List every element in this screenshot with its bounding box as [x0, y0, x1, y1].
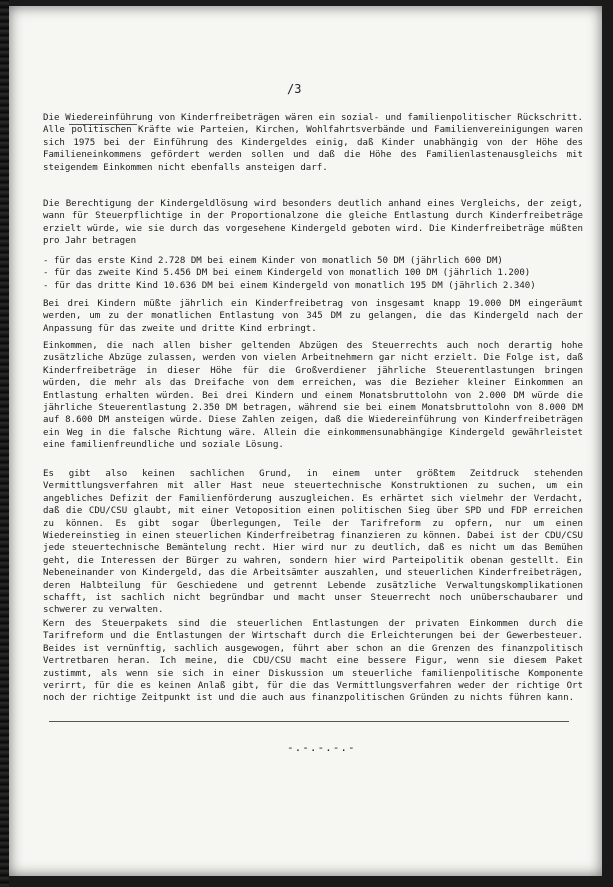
list-item: - für das zweite Kind 5.456 DM bei einem Kindergeld von monatlich 100 DM (jährlich 1.200): [43, 268, 531, 279]
paragraph-1: Die Wiedereinführung von Kinderfreibeträgen wären ein sozial- und familienpolitischer Rückschritt. Alle politischen Kräfte wie Parteien, Kirchen, Wohlfahrtsverbände und Familienvereinigungen waren sich 1975 bei der Einführung des Kindergeldes einig, daß Kinder unabhängig von der Höhe des Familieneinkommens gefördert werden sollen und daß die Höhe des Familienlastenausgleichs mit steigendem Einkommen nicht ebenfalls ansteigen darf.: [43, 113, 583, 173]
paragraph-3: Bei drei Kindern müßte jährlich ein Kinderfreibetrag von insgesamt knapp 19.000 DM eingeräumt werden, um zu der monatlichen Entlastung von 345 DM zu gelangen, die das Kindergeld nach der Anpassung für das zweite und dritte Kind erbringt.: [43, 299, 583, 334]
underline-mark: [69, 124, 137, 125]
underline-mark: [49, 721, 569, 722]
amount-list: [43, 255, 583, 292]
paragraph-6: Kern des Steuerpakets sind die steuerlichen Entlastungen der privaten Einkommen durch die Tarifreform und die Entlastungen der Wirtschaft durch die Erleichterungen bei der Gewerbesteuer. Beides ist vernünftig, sachlich ausgewogen, führt aber schon an die Grenzen des finanzpolitisch Vertretbaren heran. Ich meine, die CDU/CSU macht eine bessere Figur, wenn sie diesem Paket zustimmt, als wenn sie sich in einer Diskussion um steuerliche familienpolitische Komponente verirrt, für die es keinen Anlaß gibt, für die das Vermittlungsverfahren weder der richtige Ort noch der richtige Zeitpunkt ist und die auch aus finanzpolitischen Gründen zu nichts führen kann.: [43, 619, 583, 704]
scan-edge: [0, 0, 9, 887]
list-item: - für das dritte Kind 10.636 DM bei einem Kindergeld von monatlich 195 DM (jährlich 2.340): [43, 280, 536, 291]
paragraph-4: Einkommen, die nach allen bisher geltenden Abzügen des Steuerrechts auch noch derartig hohe zusätzliche Abzüge zulassen, werden von vielen Arbeitnehmern gar nicht erzielt. Die Folge ist, daß Kinderfreibeträge in dieser Höhe für die Großverdiener jährliche Steuerentlastungen bringen würden, die mehr als das Dreifache von dem erreichen, was die Bezieher kleiner Einkommen an Entlastung erhalten würden. Bei drei Kindern und einem Monatsbruttolohn von 2.000 DM würde die jährliche Steuerentlastung 2.350 DM betragen, während sie bei einem Monatsbruttolohn von 8.000 DM auf 8.600 DM ansteigen würde. Diese Zahlen zeigen, daß die Wiedereinführung von Kinderfreibeträgen ein Weg in die falsche Richtung wäre. Allein die einkommensunabhängige Kindergeld gewährleistet eine familienfreundliche und soziale Lösung.: [43, 341, 583, 451]
paragraph-2: Die Berechtigung der Kindergeldlösung wird besonders deutlich anhand eines Vergleichs, der zeigt, wann für Steuerpflichtige in der Proportionalzone die gleiche Entlastung durch Kinderfreibeträge erzielt würde, wie sie durch das vorgesehene Kindergeld geboten wird. Die Kinderfreibeträge müßten pro Jahr betragen: [43, 199, 583, 247]
end-mark: -.-.-.-.-: [287, 741, 356, 754]
paragraph-5: Es gibt also keinen sachlichen Grund, in einem unter größtem Zeitdruck stehenden Vermittlungsverfahren mit aller Hast neue steuertechnische Konstruktionen zu suchen, um ein angebliches Defizit der Familienförderung auszugleichen. Es erhärtet sich vielmehr der Verdacht, daß die CDU/CSU glaubt, mit einer Vetoposition einen politischen Sieg über SPD und FDP erreichen zu können. Es gibt sogar Überlegungen, Teile der Tarifreform zu opfern, nur um einen Wiedereinstieg in einen steuerlichen Kinderfreibetrag finanzieren zu können. Dabei ist der CDU/CSU jede steuertechnische Bemäntelung recht. Hier wird nur zu deutlich, daß es nicht um das Bemühen geht, die Interessen der Bürger zu wahren, sondern hier wird Parteipolitik obenan gestellt. Ein Nebeneinander von Kindergeld, das die Arbeitsämter auszahlen, und steuerlichen Kinderfreibeträgen, deren Halbteilung für Geschiedene und getrennt Lebende zusätzliche Verwaltungskomplikationen schafft, ist sachlich nicht begründbar und macht unser Steuerrecht noch unüberschaubarer und schwerer zu verwalten.: [43, 469, 583, 616]
list-item: - für das erste Kind 2.728 DM bei einem Kinder von monatlich 50 DM (jährlich 600 DM): [43, 256, 503, 266]
page-number: /3: [287, 82, 302, 96]
document-page: [9, 6, 602, 876]
